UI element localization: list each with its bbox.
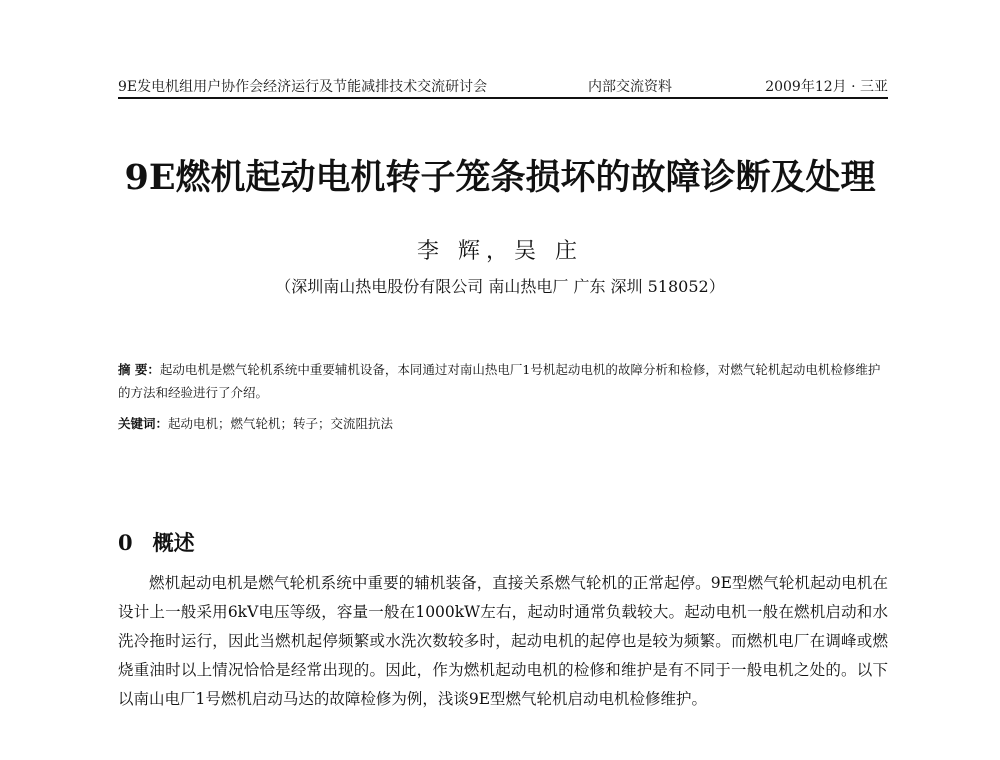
header-rule [118,97,888,99]
body-paragraph: 燃机起动电机是燃气轮机系统中重要的辅机装备，直接关系燃气轮机的正常起停。9E型燃气轮机起动电机在设计上一般采用6kV电压等级，容量一般在1000kW左右，起动时通常负载较大。起动电机一般在燃机启动和水洗冷拖时运行，因此当燃机起停频繁或水洗次数较多时，起动电机的起停也是较为频繁。而燃机电厂在调峰或燃烧重油时以上情况恰恰是经常出现的。因此，作为燃机起动电机的检修和维护是有不同于一般电机之处的。以下以南山电厂1号燃机启动马达的故障检修为例，浅谈9E型燃气轮机启动电机检修维护。 [118,574,888,708]
abstract-label: 摘 要： [118,362,160,377]
abstract [118,358,888,404]
affiliation: （深圳南山热电股份有限公司 南山热电厂 广东 深圳 518052） [275,277,725,296]
paper-title: 9E燃机起动电机转子笼条损坏的故障诊断及处理 [124,157,876,198]
internal-material-label: 内部交流资料 [588,79,672,95]
date-place: 2009年12月 · 三亚 [765,79,888,95]
keywords [118,412,888,435]
section-title: 概述 [152,530,195,555]
conference-name: 9E发电机组用户协作会经济运行及节能减排技术交流研讨会 [118,79,488,95]
abstract-text: 起动电机是燃气轮机系统中重要辅机设备，本同通过对南山热电厂1号机起动电机的故障分析和检修，对燃气轮机起动电机检修维护的方法和经验进行了介绍。 [118,362,881,400]
running-header [118,76,888,98]
keywords-text: 起动电机；燃气轮机；转子；交流阻抗法 [168,416,394,431]
section-heading [118,527,195,557]
keywords-label: 关键词： [118,416,169,431]
section-number: 0 [118,530,133,555]
authors: 李 辉，吴 庄 [417,239,583,264]
